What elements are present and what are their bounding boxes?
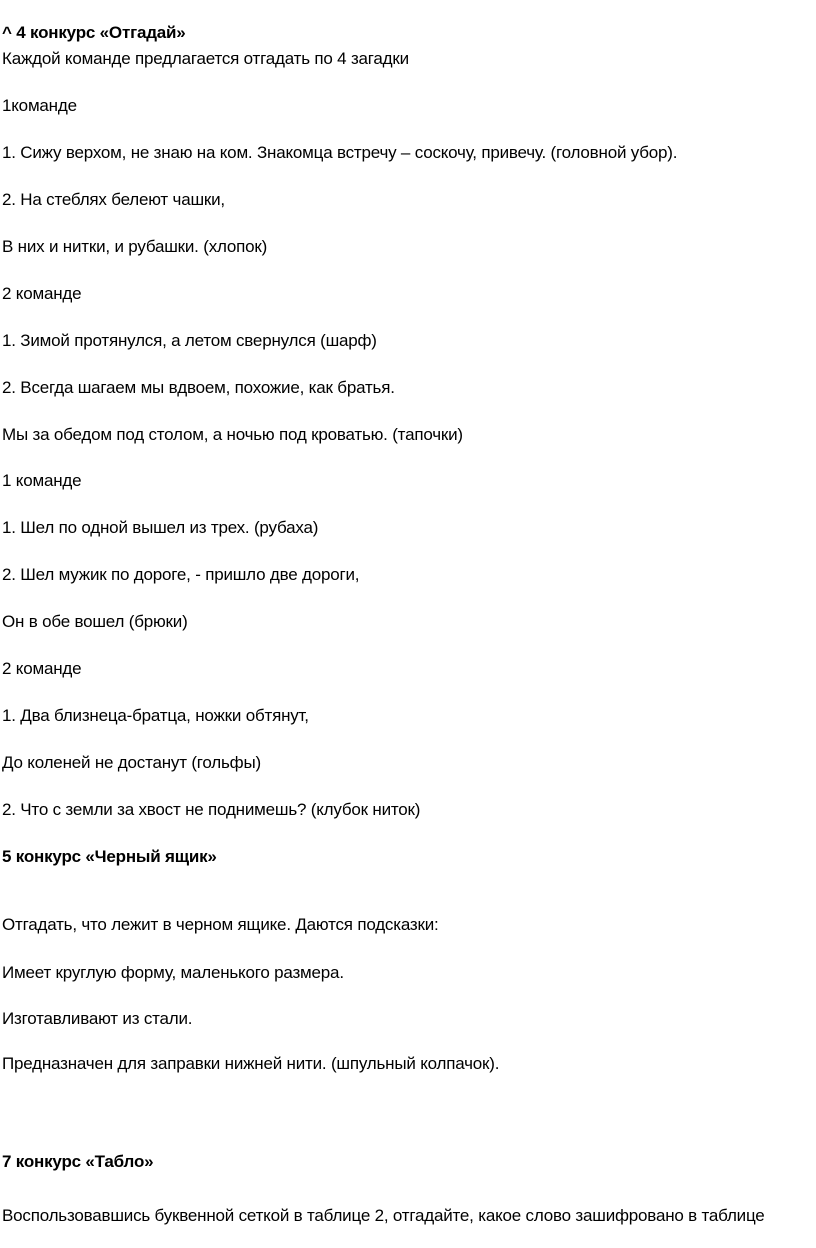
riddle-text: 2. Что с земли за хвост не поднимешь? (клубок ниток) xyxy=(2,800,421,819)
riddle-text: 1. Два близнеца-братца, ножки обтянут, xyxy=(2,706,309,725)
hint-text: Изготавливают из стали. xyxy=(2,1009,193,1028)
riddle-text: 2. Всегда шагаем мы вдвоем, похожие, как братья. xyxy=(2,378,395,397)
riddle-text: 1. Зимой протянулся, а летом свернулся (шарф) xyxy=(2,331,377,350)
riddle-text: Он в обе вошел (брюки) xyxy=(2,612,188,631)
riddle-text: До коленей не достанут (гольфы) xyxy=(2,753,261,772)
team-label: 2 команде xyxy=(2,284,82,303)
contest-4-intro: Каждой команде предлагается отгадать по 4 загадки xyxy=(2,49,409,68)
contest-5-heading: 5 конкурс «Черный ящик» xyxy=(2,847,217,866)
hint-text: Имеет круглую форму, маленького размера. xyxy=(2,963,344,982)
contest-7-heading: 7 конкурс «Табло» xyxy=(2,1152,154,1171)
team-label: 1команде xyxy=(2,96,77,115)
riddle-text: 2. На стеблях белеют чашки, xyxy=(2,190,225,209)
riddle-text: 2. Шел мужик по дороге, - пришло две дороги, xyxy=(2,565,360,584)
hint-text: Предназначен для заправки нижней нити. (шпульный колпачок). xyxy=(2,1054,500,1073)
contest-5-intro: Отгадать, что лежит в черном ящике. Даются подсказки: xyxy=(2,915,439,934)
contest-4-heading: ^ 4 конкурс «Отгадай» xyxy=(2,23,186,42)
riddle-text: В них и нитки, и рубашки. (хлопок) xyxy=(2,237,268,256)
riddle-text: 1. Сижу верхом, не знаю на ком. Знакомца встречу – соскочу, привечу. (головной убор). xyxy=(2,143,678,162)
riddle-text: Мы за обедом под столом, а ночью под кроватью. (тапочки) xyxy=(2,425,463,444)
contest-7-intro: Воспользовавшись буквенной сеткой в таблице 2, отгадайте, какое слово зашифровано в таблице xyxy=(2,1206,765,1225)
team-label: 1 команде xyxy=(2,471,82,490)
riddle-text: 1. Шел по одной вышел из трех. (рубаха) xyxy=(2,518,319,537)
team-label: 2 команде xyxy=(2,659,82,678)
